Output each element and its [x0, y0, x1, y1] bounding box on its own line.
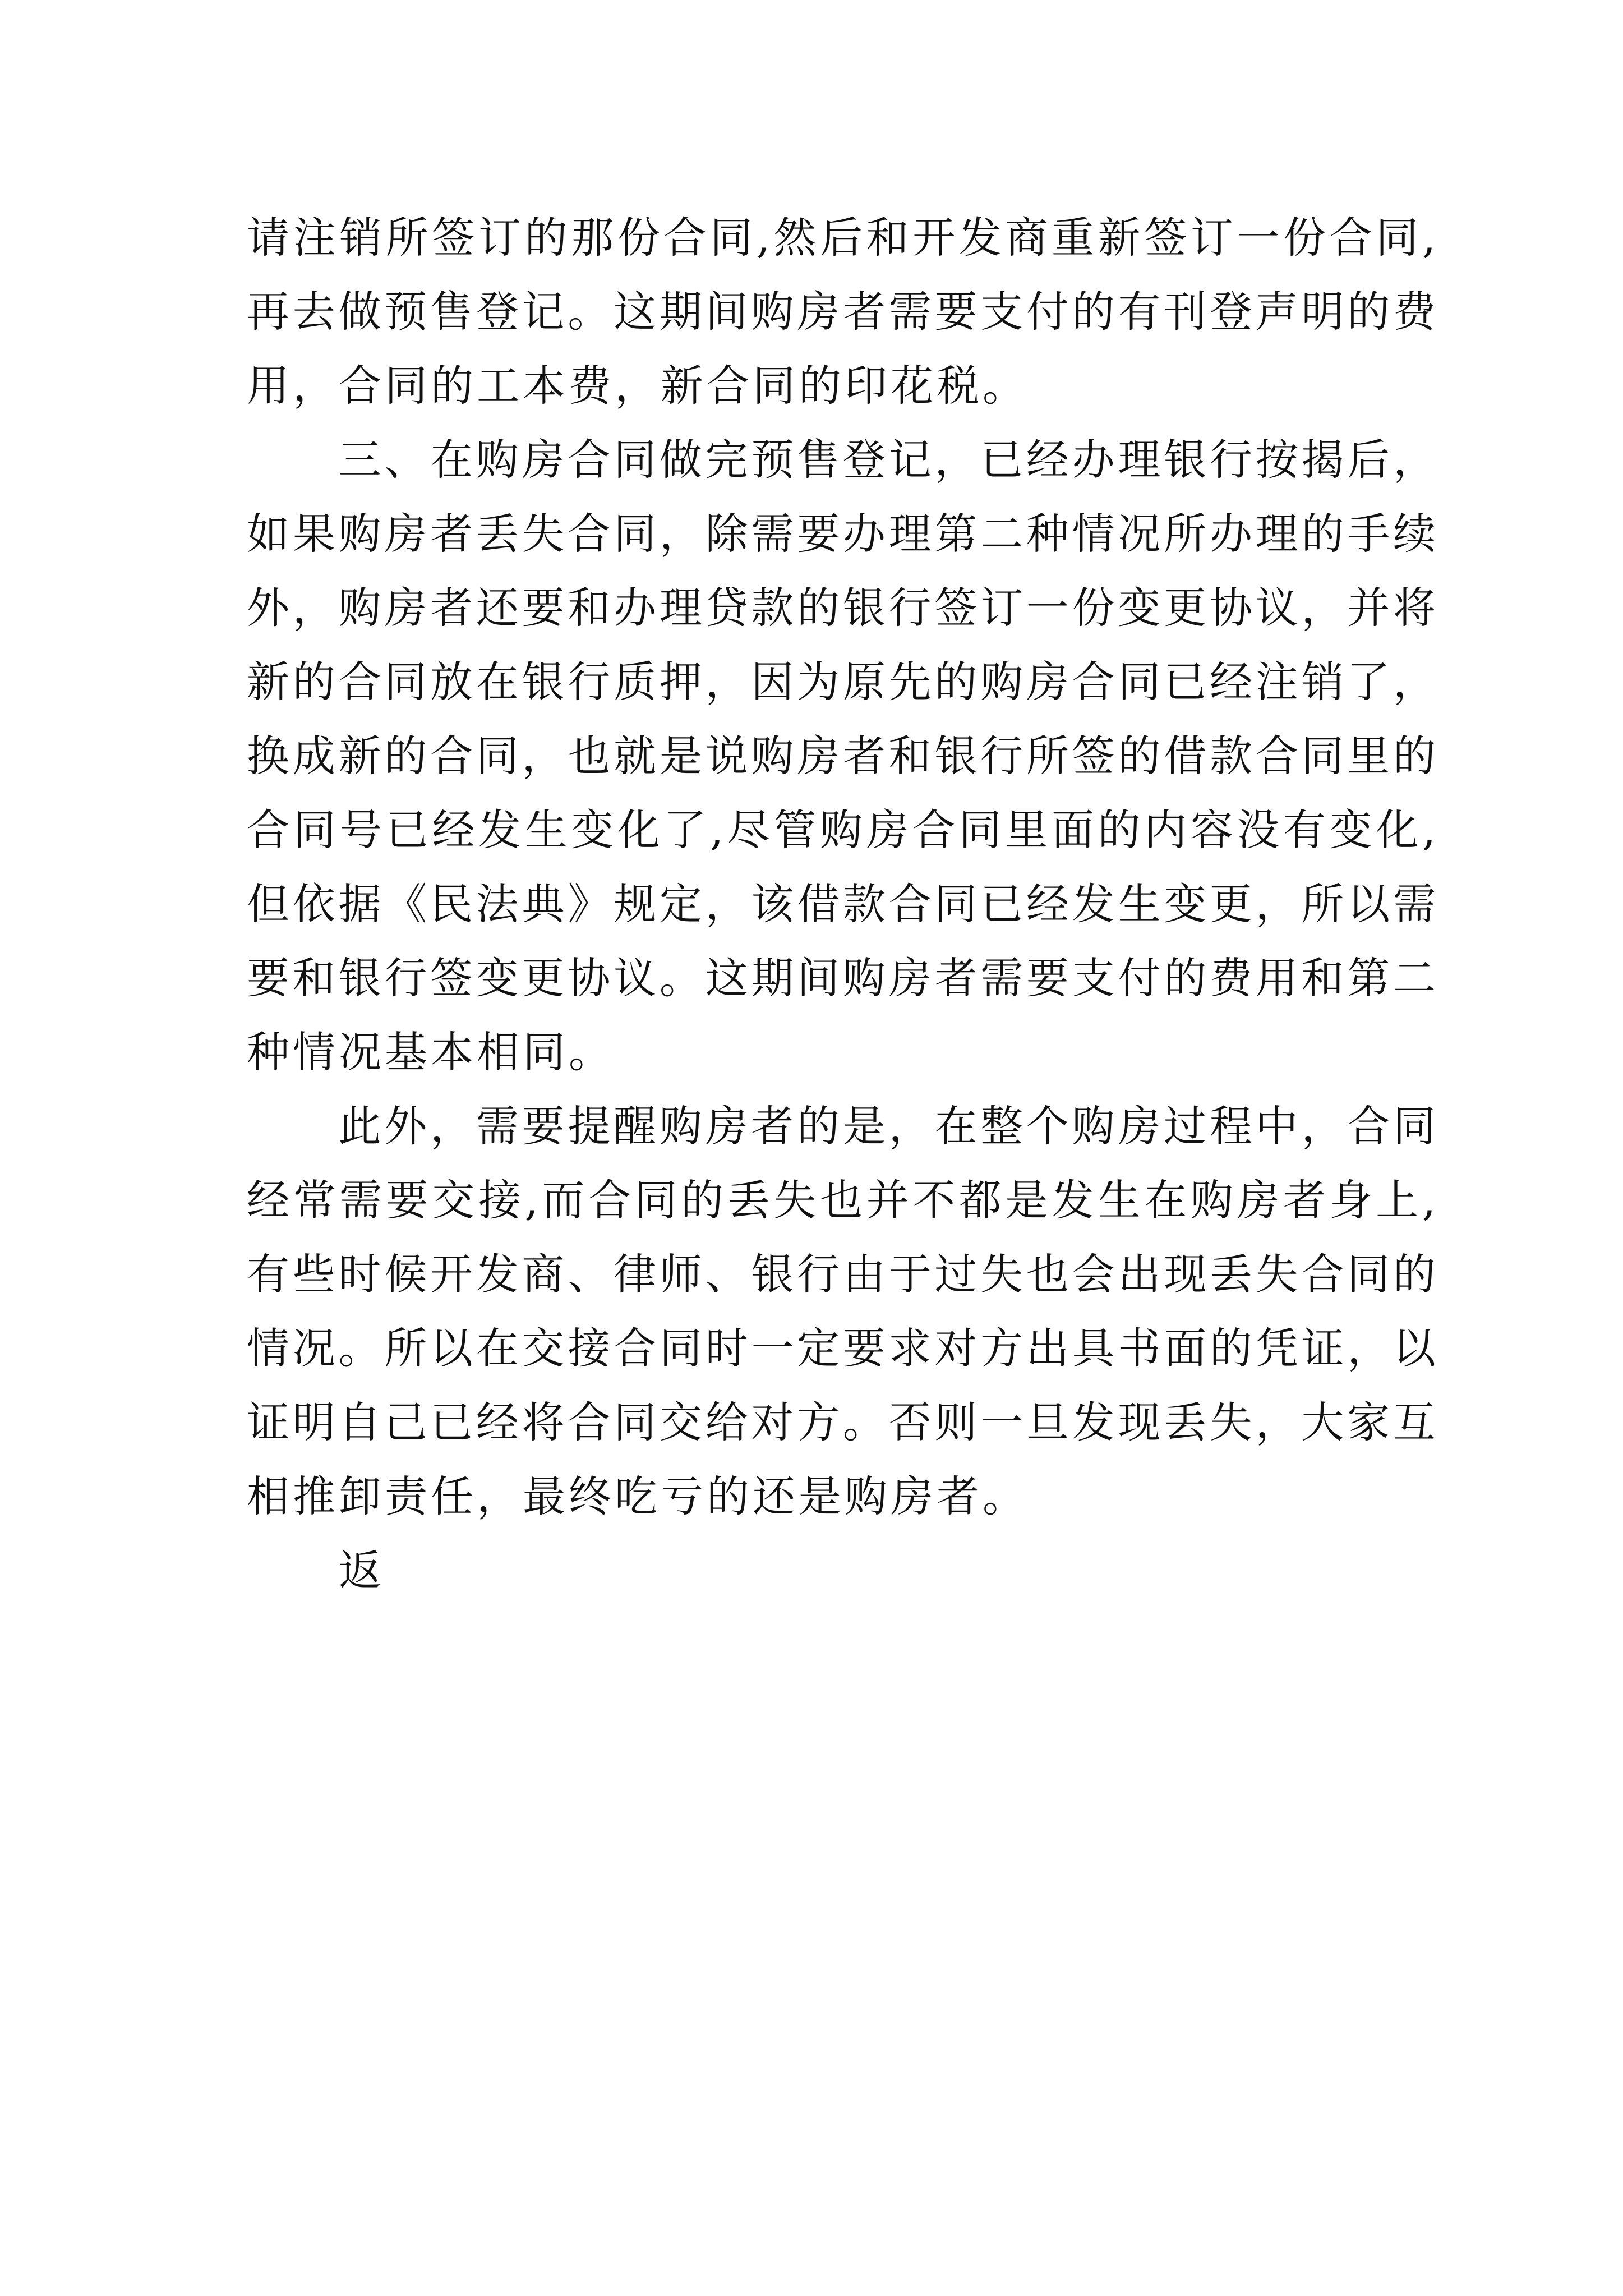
text-line: 有些时候开发商、律师、银行由于过失也会出现丢失合同的 — [247, 1249, 1436, 1299]
text-line: 三、在购房合同做完预售登记，已经办理银行按揭后， — [247, 435, 1436, 485]
body-text — [247, 201, 1436, 1608]
text-line: 证明自己已经将合同交给对方。否则一旦发现丢失，大家互 — [247, 1397, 1436, 1447]
text-line: 情况。所以在交接合同时一定要求对方出具书面的凭证，以 — [247, 1323, 1436, 1373]
text-line: 合同号已经发生变化了,尽管购房合同里面的内容没有变化, — [247, 805, 1436, 855]
text-line: 要和银行签变更协议。这期间购房者需要支付的费用和第二 — [247, 953, 1436, 1003]
text-line: 但依据《民法典》规定，该借款合同已经发生变更，所以需 — [247, 879, 1436, 929]
text-line: 种情况基本相同。 — [247, 1027, 615, 1077]
text-line: 如果购房者丢失合同，除需要办理第二种情况所办理的手续 — [247, 509, 1436, 559]
text-line: 再去做预售登记。这期间购房者需要支付的有刊登声明的费 — [247, 287, 1436, 337]
text-line: 返 — [247, 1545, 385, 1595]
text-line: 请注销所签订的那份合同,然后和开发商重新签订一份合同, — [247, 213, 1436, 263]
text-line: 经常需要交接,而合同的丢失也并不都是发生在购房者身上, — [247, 1175, 1436, 1225]
text-line: 换成新的合同，也就是说购房者和银行所签的借款合同里的 — [247, 731, 1436, 781]
text-line: 用，合同的工本费，新合同的印花税。 — [247, 361, 1029, 411]
text-line: 新的合同放在银行质押，因为原先的购房合同已经注销了， — [247, 657, 1436, 707]
text-line: 相推卸责任，最终吃亏的还是购房者。 — [247, 1471, 1029, 1521]
text-line: 外，购房者还要和办理贷款的银行签订一份变更协议，并将 — [247, 583, 1436, 633]
text-line: 此外，需要提醒购房者的是，在整个购房过程中，合同 — [247, 1101, 1436, 1151]
